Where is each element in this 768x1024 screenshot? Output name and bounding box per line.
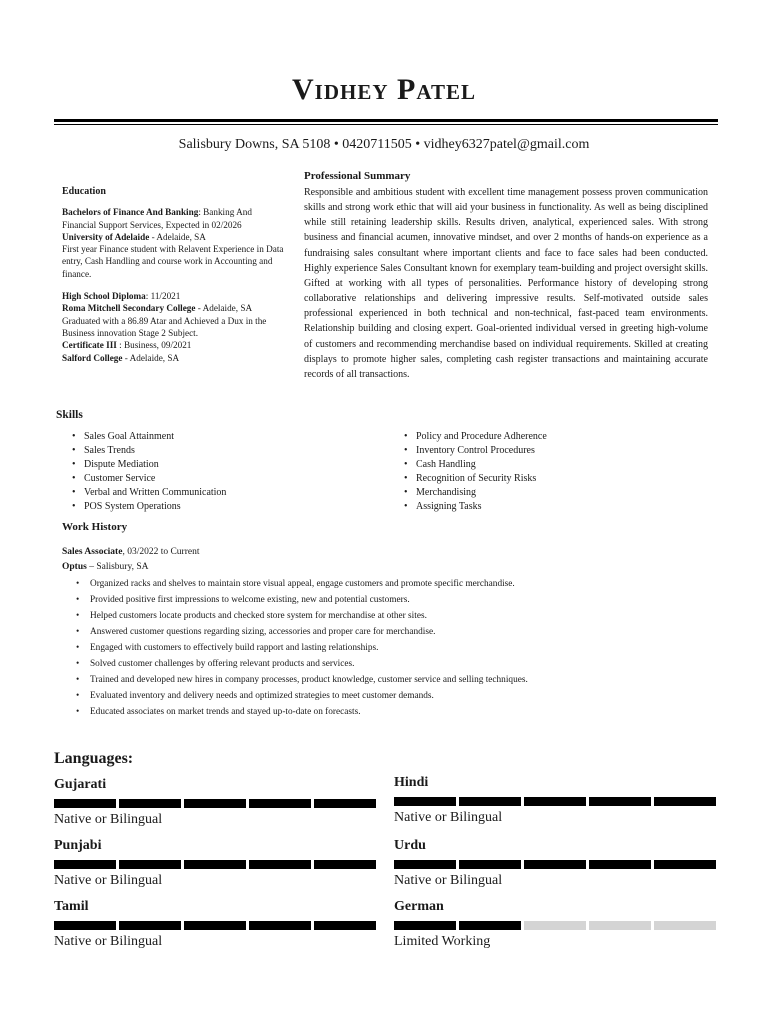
proficiency-segment-filled [54, 799, 116, 808]
hs-school-label: Roma Mitchell Secondary College [62, 303, 196, 314]
proficiency-segment-filled [54, 921, 116, 930]
skill-item: • Dispute Mediation [70, 458, 370, 472]
header-rule-thin [54, 124, 718, 125]
language-gujarati [54, 777, 376, 828]
skill-item: • Assigning Tasks [402, 500, 702, 514]
summary-section [304, 170, 708, 382]
language-proficiency-bar [394, 797, 716, 806]
work-bullet: • Evaluated inventory and delivery needs and optimized strategies to meet customer demands. [76, 688, 716, 704]
language-level: Native or Bilingual [54, 873, 163, 888]
proficiency-segment-filled [184, 921, 246, 930]
education-section [62, 186, 284, 374]
hs-label: High School Diploma [62, 291, 146, 302]
skill-item: • Sales Goal Attainment [70, 430, 370, 444]
language-name: Tamil [54, 899, 89, 914]
proficiency-segment-filled [459, 797, 521, 806]
language-proficiency-bar [54, 860, 376, 869]
education-title: Education [62, 186, 106, 197]
summary-title: Professional Summary [304, 170, 411, 182]
proficiency-segment-filled [249, 799, 311, 808]
salford-location: - Adelaide, SA [122, 352, 180, 363]
hs-date: : 11/2021 [145, 291, 181, 302]
language-tamil [54, 899, 376, 950]
language-level: Limited Working [394, 934, 491, 949]
skills-list-right [402, 430, 702, 514]
job-header [62, 545, 200, 575]
work-bullet: • Solved customer challenges by offering relevant products and services. [76, 656, 716, 672]
first-name: Vidhey [292, 73, 389, 106]
language-name: Punjabi [54, 838, 102, 853]
proficiency-segment-empty [654, 921, 716, 930]
cert-label: Certificate III [62, 340, 117, 351]
hs-school-location: - Adelaide, SA [195, 303, 253, 314]
salford-label: Salford College [62, 352, 123, 363]
proficiency-segment-empty [524, 921, 586, 930]
work-bullet: • Trained and developed new hires in company processes, product knowledge, customer service and selling techniques. [76, 672, 716, 688]
contact-line: Salisbury Downs, SA 5108 • 0420711505 • vidhey6327patel@gmail.com [178, 137, 590, 152]
skill-item: • Verbal and Written Communication [70, 486, 370, 500]
work-history-title: Work History [62, 521, 128, 533]
university-location: - Adelaide, SA [149, 231, 206, 242]
language-name: German [394, 899, 444, 914]
job-title: Sales Associate [62, 547, 123, 557]
proficiency-segment-filled [589, 797, 651, 806]
education-entry-university [62, 206, 284, 280]
degree-label: Bachelors of Finance And Banking [62, 207, 199, 218]
university-description: First year Finance student with Relavent Experience in Data entry, Cash Handling and course work in Accounting and finance. [62, 244, 284, 279]
skill-item: • Cash Handling [402, 458, 702, 472]
proficiency-segment-filled [249, 921, 311, 930]
university-label: University of Adelaide [62, 231, 150, 242]
degree-detail: : Banking And Financial Support Services, Expected in 02/2026 [62, 207, 252, 230]
proficiency-segment-filled [54, 860, 116, 869]
work-bullet: • Provided positive first impressions to welcome existing, new and potential customers. [76, 592, 716, 608]
proficiency-segment-filled [314, 799, 376, 808]
proficiency-segment-filled [394, 797, 456, 806]
skill-item: • Customer Service [70, 472, 370, 486]
language-level: Native or Bilingual [394, 810, 503, 825]
proficiency-segment-filled [459, 860, 521, 869]
language-german [394, 899, 716, 950]
skills-list-left [70, 430, 370, 514]
language-level: Native or Bilingual [394, 873, 503, 888]
language-proficiency-bar [54, 799, 376, 808]
proficiency-segment-filled [654, 797, 716, 806]
proficiency-segment-filled [524, 797, 586, 806]
education-entry-highschool [62, 290, 284, 364]
work-bullet: • Answered customer questions regarding sizing, accessories and proper care for merchandise. [76, 624, 716, 640]
proficiency-segment-empty [589, 921, 651, 930]
work-bullet: • Engaged with customers to effectively build rapport and lasting relationships. [76, 640, 716, 656]
skill-item: • Sales Trends [70, 444, 370, 458]
language-level: Native or Bilingual [54, 934, 163, 949]
languages-title: Languages: [54, 750, 134, 767]
proficiency-segment-filled [394, 860, 456, 869]
company-name: Optus [62, 562, 87, 572]
job-dates: , 03/2022 to Current [122, 547, 200, 557]
hs-description: Graduated with a 86.89 Atar and Achieved a Dux in the Business innovation Stage 2 Subject. [62, 315, 267, 338]
proficiency-segment-filled [119, 799, 181, 808]
skill-item: • Merchandising [402, 486, 702, 500]
language-name: Gujarati [54, 777, 107, 792]
company-location: – Salisbury, SA [86, 562, 149, 572]
language-level: Native or Bilingual [54, 812, 163, 827]
skills-title: Skills [56, 409, 83, 421]
skill-item: • Inventory Control Procedures [402, 444, 702, 458]
proficiency-segment-filled [524, 860, 586, 869]
skill-item: • POS System Operations [70, 500, 370, 514]
language-proficiency-bar [394, 921, 716, 930]
work-bullets [76, 576, 716, 720]
work-bullet: • Educated associates on market trends and stayed up-to-date on forecasts. [76, 704, 716, 720]
proficiency-segment-filled [119, 921, 181, 930]
language-name: Urdu [394, 838, 426, 853]
proficiency-segment-filled [249, 860, 311, 869]
skill-item: • Recognition of Security Risks [402, 472, 702, 486]
language-hindi [394, 775, 716, 826]
proficiency-segment-filled [394, 921, 456, 930]
proficiency-segment-filled [589, 860, 651, 869]
cert-detail: : Business, 09/2021 [116, 340, 192, 351]
header-rule-thick [54, 119, 718, 122]
proficiency-segment-filled [314, 921, 376, 930]
skill-item: • Policy and Procedure Adherence [402, 430, 702, 444]
proficiency-segment-filled [184, 860, 246, 869]
summary-text: Responsible and ambitious student with excellent time management possess proven communication skills and strong work ethic that will aid your business in functionality. As well as being disciplined while still retaining leadership skills. Results driven, analytical, experienced sales. With strong business and financial acumen, innovative mindset, and over 2 months of hands-on experience as a fundraising sales consultant where important clients and face to face sales had been conducted. Highly experience Sales Consultant known for exemplary team-building and project oversight skills. Gifted at working with all types of personalities. Performance history of developing strong collaborative relationships and delivering impressive results. Self-motivated outside sales professional experienced in both technical and non-technical, fast-paced team environments. Relationship building and closing expert. Goal-oriented individual versed in greeting high-volume of customers and recommending merchandise based on individual requirements. Skilled at creating displays to promote higher sales, completing cash register transactions and maintaining accurate records of all transactions. [304, 187, 708, 380]
proficiency-segment-filled [459, 921, 521, 930]
language-proficiency-bar [54, 921, 376, 930]
work-bullet: • Organized racks and shelves to maintain store visual appeal, engage customers and promote specific merchandise. [76, 576, 716, 592]
proficiency-segment-filled [119, 860, 181, 869]
proficiency-segment-filled [654, 860, 716, 869]
proficiency-segment-filled [314, 860, 376, 869]
work-bullet: • Helped customers locate products and checked store system for merchandise at other sites. [76, 608, 716, 624]
last-name: Patel [397, 73, 476, 106]
language-punjabi [54, 838, 376, 889]
proficiency-segment-filled [184, 799, 246, 808]
candidate-name [0, 73, 768, 107]
language-urdu [394, 838, 716, 889]
language-proficiency-bar [394, 860, 716, 869]
language-name: Hindi [394, 775, 429, 790]
